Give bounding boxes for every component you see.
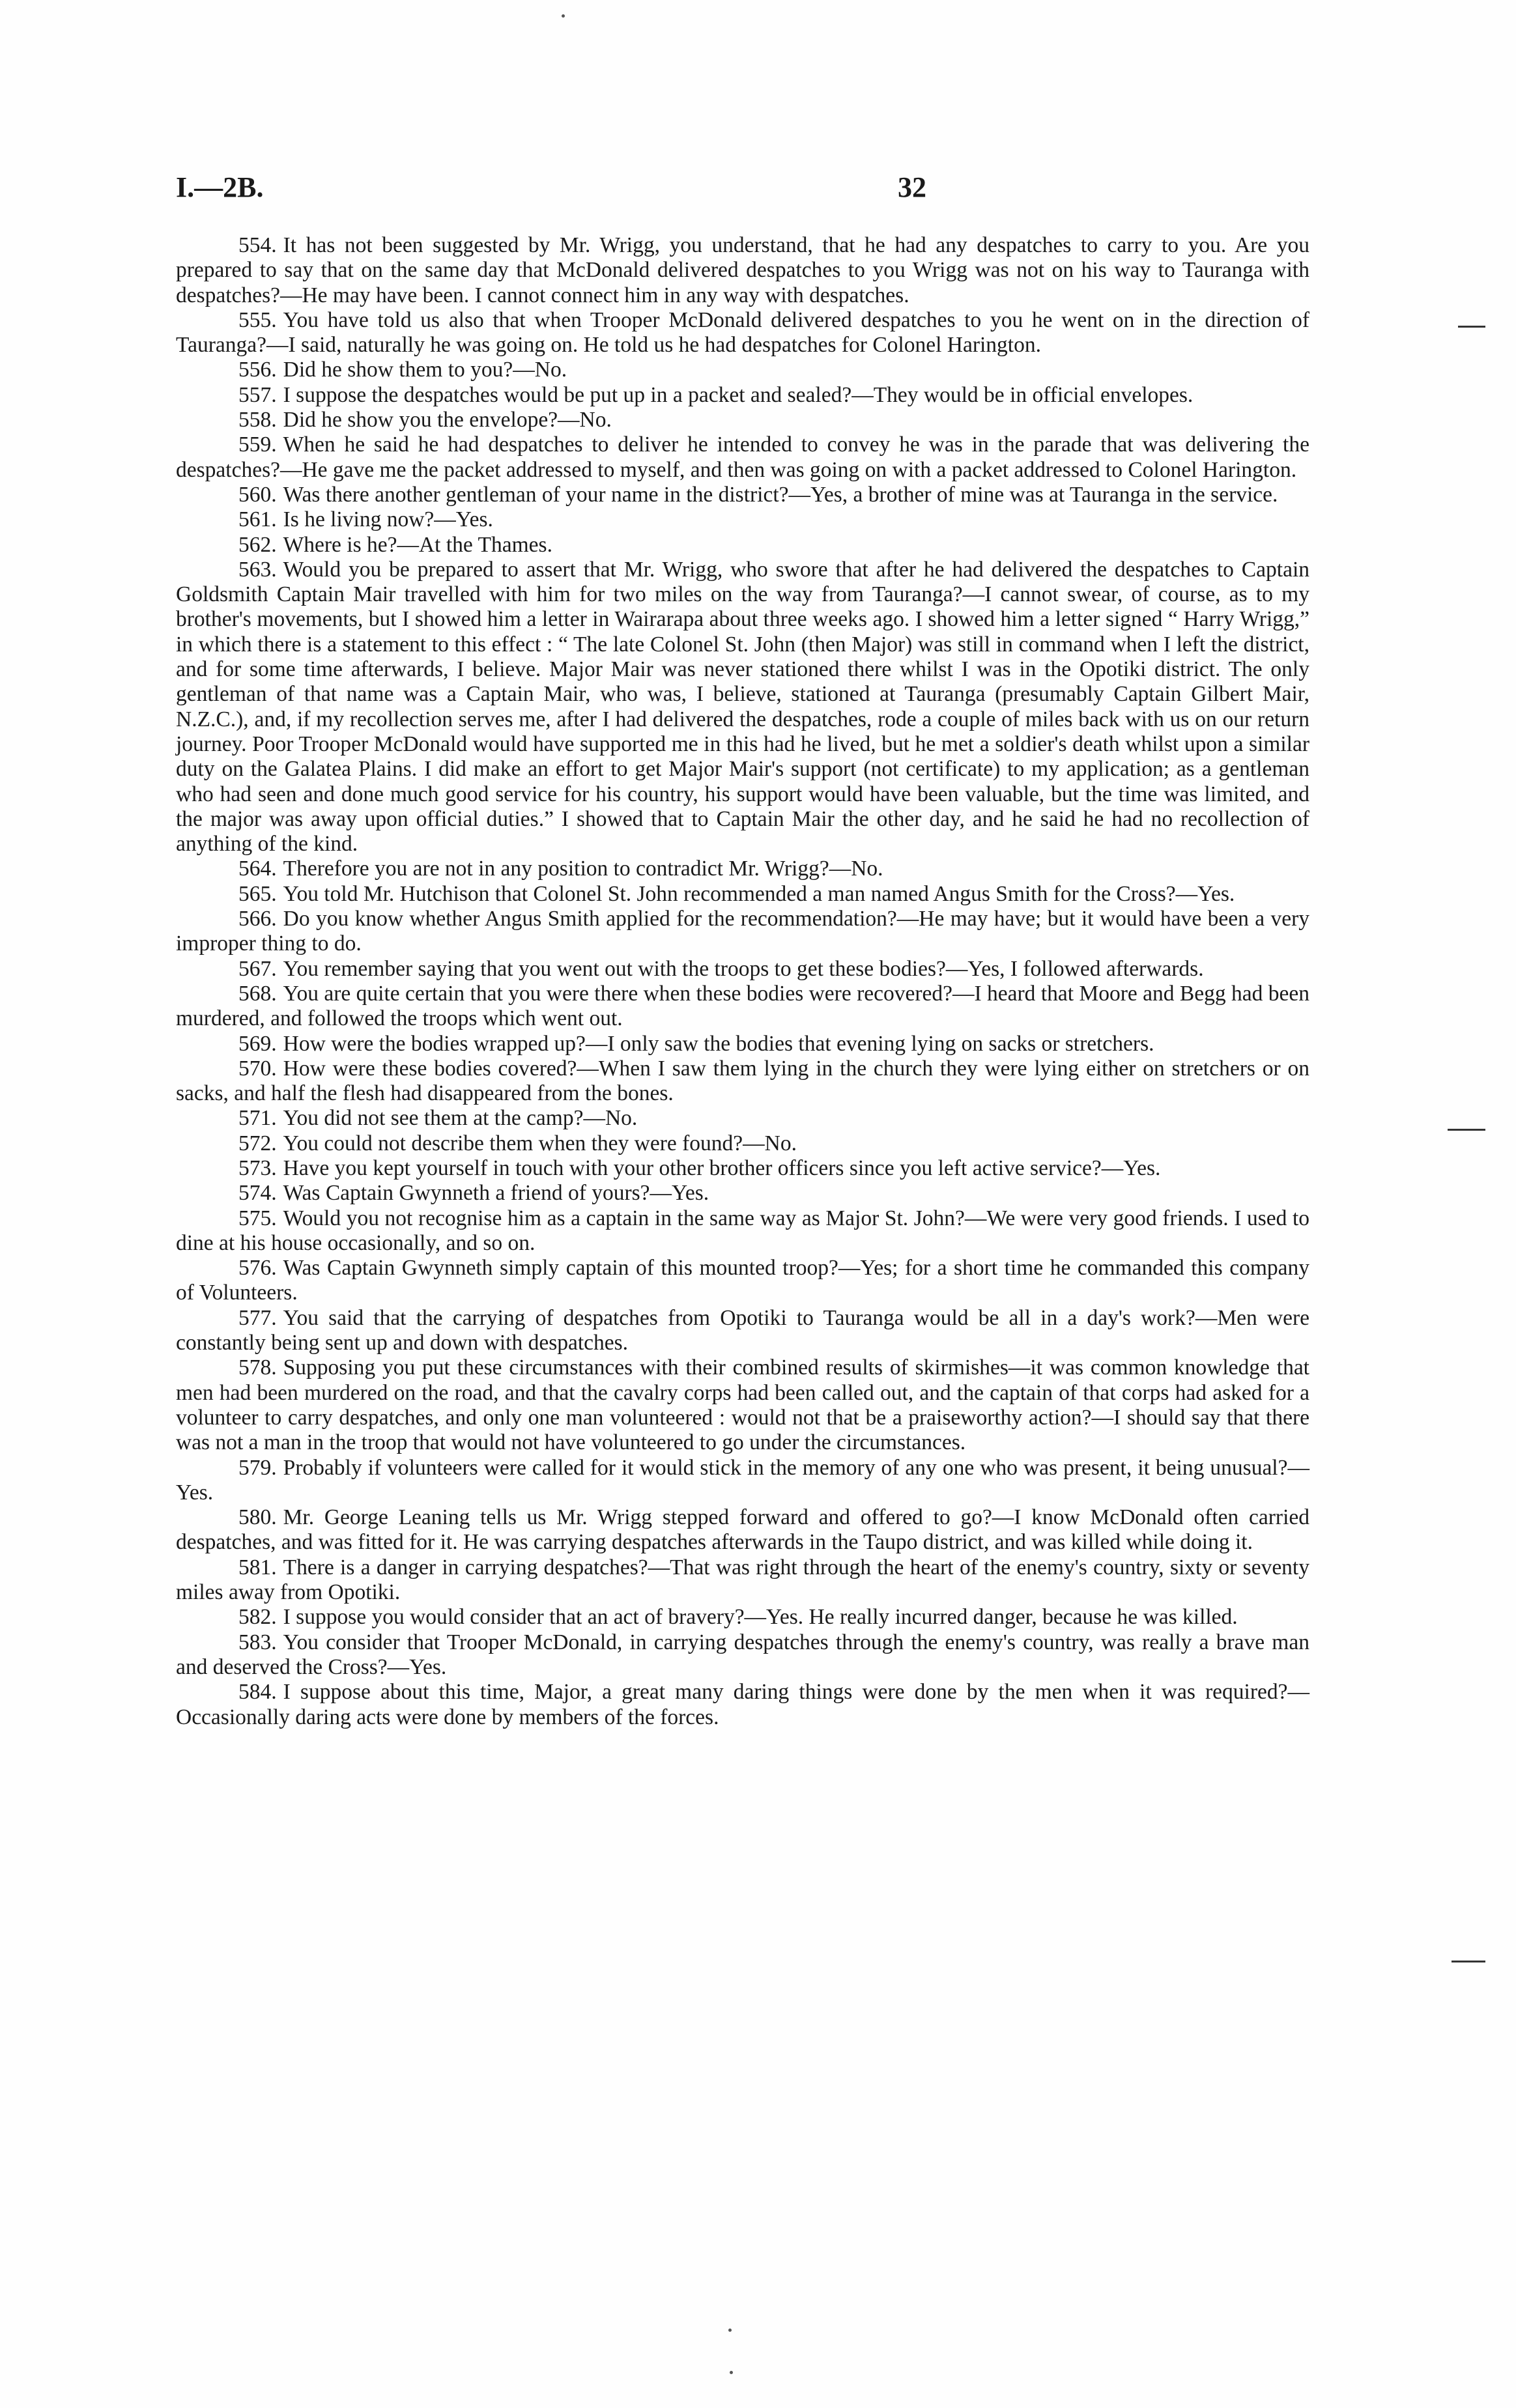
question-text: Supposing you put these circumstances with their combined results of skirmishes—it was common knowledge that men had been murdered on the road, and that the cavalry corps had been called out, and the captain of that corps had asked for a volunteer to carry despatches, and only one man volunteered : would not that be a praiseworthy action?—I should say that there was not a man in the troop that would not have volunteered to go under the circumstances. [176, 1355, 1309, 1455]
question-number: 576. [238, 1256, 277, 1281]
question-text: Have you kept yourself in touch with your other brother officers since you left active service?—Yes. [283, 1155, 1161, 1180]
question-text: Was Captain Gwynneth a friend of yours?—Yes. [283, 1181, 709, 1206]
question-text: It has not been suggested by Mr. Wrigg, you understand, that he had any despatches to carry to you. Are you prepared to say that on the same day that McDonald delivered despatches to you Wrigg was not on his way to Tauranga with despatches?—He may have been. I cannot connect him in any way with despatches. [176, 233, 1309, 307]
question-text: Do you know whether Angus Smith applied for the recommendation?—He may have; but it would have been a very improper thing to do. [176, 907, 1309, 956]
question-number: 577. [238, 1305, 277, 1330]
question-578 [176, 1355, 1309, 1455]
page-header [176, 171, 1414, 210]
question-number: 560. [238, 482, 277, 507]
question-text: You could not describe them when they were found?—No. [283, 1131, 797, 1155]
question-563 [176, 558, 1309, 857]
question-number: 568. [238, 981, 277, 1006]
question-number: 565. [238, 881, 277, 906]
question-text: I suppose about this time, Major, a great many daring things were done by the men when it was required?—Occasionally daring acts were done by members of the forces. [176, 1680, 1309, 1729]
question-text: How were these bodies covered?—When I saw them lying in the church they were lying either on stretchers or on sacks, and half the flesh had disappeared from the bones. [176, 1056, 1309, 1106]
question-number: 562. [238, 532, 277, 557]
question-number: 583. [238, 1630, 277, 1654]
question-556 [176, 358, 1309, 382]
question-number: 572. [238, 1131, 277, 1155]
margin-mark [1452, 1961, 1485, 1962]
page-body [176, 233, 1309, 1730]
question-text: You did not see them at the camp?—No. [283, 1106, 638, 1131]
question-574 [176, 1181, 1309, 1206]
question-555 [176, 308, 1309, 358]
question-text: When he said he had despatches to deliver he intended to convey he was in the parade that was delivering the despatches?—He gave me the packet addressed to myself, and then was going on with a packet addressed to Colonel Harington. [176, 432, 1309, 482]
question-number: 556. [238, 358, 277, 382]
question-570 [176, 1056, 1309, 1107]
question-number: 582. [238, 1605, 277, 1630]
question-text: You have told us also that when Trooper McDonald delivered despatches to you he went on in the direction of Tauranga?—I said, naturally he was going on. He told us he had despatches for Colonel Harington. [176, 307, 1309, 358]
question-text: I suppose the despatches would be put up in a packet and sealed?—They would be in official envelopes. [283, 382, 1194, 407]
question-number: 564. [238, 857, 277, 881]
question-number: 574. [238, 1181, 277, 1206]
document-reference: I.—2B. [176, 171, 264, 203]
question-number: 566. [238, 907, 277, 931]
question-557 [176, 383, 1309, 408]
question-565 [176, 882, 1309, 907]
question-584 [176, 1680, 1309, 1730]
question-number: 571. [238, 1106, 277, 1131]
question-580 [176, 1505, 1309, 1555]
question-575 [176, 1206, 1309, 1256]
question-569 [176, 1032, 1309, 1056]
question-581 [176, 1555, 1309, 1606]
question-number: 580. [238, 1505, 277, 1530]
question-text: I suppose you would consider that an act of bravery?—Yes. He really incurred danger, because he was killed. [283, 1605, 1238, 1630]
question-text: You consider that Trooper McDonald, in carrying despatches through the enemy's country, was really a brave man and deserved the Cross?—Yes. [176, 1630, 1309, 1679]
question-number: 584. [238, 1680, 277, 1705]
question-567 [176, 957, 1309, 982]
question-583 [176, 1630, 1309, 1680]
question-text: Did he show you the envelope?—No. [283, 408, 612, 432]
question-text: Probably if volunteers were called for it would stick in the memory of any one who was present, it being unusual?—Yes. [176, 1455, 1309, 1505]
question-560 [176, 483, 1309, 507]
question-text: Was Captain Gwynneth simply captain of this mounted troop?—Yes; for a short time he commanded this company of Volunteers. [176, 1256, 1309, 1305]
question-number: 573. [238, 1155, 277, 1180]
question-577 [176, 1306, 1309, 1356]
question-number: 569. [238, 1031, 277, 1056]
question-number: 558. [238, 408, 277, 432]
margin-mark [1448, 1129, 1485, 1131]
question-number: 563. [238, 557, 277, 582]
question-579 [176, 1456, 1309, 1506]
question-576 [176, 1256, 1309, 1306]
question-573 [176, 1156, 1309, 1181]
question-number: 557. [238, 382, 277, 407]
question-text: You are quite certain that you were there when these bodies were recovered?—I heard that Moore and Begg had been murdered, and followed the troops which went out. [176, 981, 1309, 1031]
question-text: How were the bodies wrapped up?—I only saw the bodies that evening lying on sacks or stretchers. [283, 1031, 1154, 1056]
question-text: There is a danger in carrying despatches?—That was right through the heart of the enemy's country, sixty or seventy miles away from Opotiki. [176, 1555, 1309, 1605]
question-564 [176, 857, 1309, 881]
question-558 [176, 408, 1309, 432]
question-text: You told Mr. Hutchison that Colonel St. John recommended a man named Angus Smith for the Cross?—Yes. [283, 881, 1235, 906]
question-text: Would you be prepared to assert that Mr. Wrigg, who swore that after he had delivered the despatches to Captain Goldsmith Captain Mair travelled with him for two miles on the way from Tauranga?—I cannot swear, of course, as to my brother's movements, but I showed him a letter in Wairarapa about three weeks ago. I showed him a letter signed “ Harry Wrigg,” in which there is a statement to this effect : “ The late Colonel St. John (then Major) was still in command when I left the district, and for some time afterwards, I believe. Major Mair was never stationed there whilst I was in the Opotiki district. The only gentleman of that name was a Captain Mair, who was, I believe, stationed at Tauranga (presumably Captain Gilbert Mair, N.Z.C.), and, if my recollection serves me, after I had delivered the despatches, rode a couple of miles back with us on our return journey. Poor Trooper McDonald would have supported me in this had he lived, but he met a soldier's death whilst upon a similar duty on the Galatea Plains. I did make an effort to get Major Mair's support (not certificate) to my application; as a gentleman who had seen and done much good service for his country, his support would have been valuable, but the time was limited, and the major was away upon official duties.” I showed that to Captain Mair the other day, and he said he had no recollection of anything of the kind. [176, 557, 1309, 857]
question-text: Is he living now?—Yes. [283, 507, 493, 532]
question-566 [176, 907, 1309, 957]
question-568 [176, 982, 1309, 1032]
question-number: 559. [238, 432, 277, 457]
question-number: 578. [238, 1355, 277, 1380]
question-text: You remember saying that you went out with the troops to get these bodies?—Yes, I followed afterwards. [283, 956, 1204, 981]
question-number: 570. [238, 1056, 277, 1081]
question-text: Mr. George Leaning tells us Mr. Wrigg stepped forward and offered to go?—I know McDonald often carried despatches, and was fitted for it. He was carrying despatches afterwards in the Taupo district, and was killed while doing it. [176, 1505, 1309, 1555]
question-text: You said that the carrying of despatches from Opotiki to Tauranga would be all in a day's work?—Men were constantly being sent up and down with despatches. [176, 1305, 1309, 1355]
question-582 [176, 1605, 1309, 1630]
question-number: 581. [238, 1555, 277, 1579]
question-number: 575. [238, 1206, 277, 1230]
margin-mark [1458, 326, 1485, 328]
question-554 [176, 233, 1309, 308]
question-number: 579. [238, 1455, 277, 1480]
question-text: Therefore you are not in any position to contradict Mr. Wrigg?—No. [283, 857, 883, 881]
question-number: 567. [238, 956, 277, 981]
question-571 [176, 1106, 1309, 1131]
question-559 [176, 432, 1309, 483]
question-number: 554. [238, 233, 277, 257]
question-text: Was there another gentleman of your name in the district?—Yes, a brother of mine was at Tauranga in the service. [283, 482, 1278, 507]
question-text: Would you not recognise him as a captain in the same way as Major St. John?—We were very good friends. I used to dine at his house occasionally, and so on. [176, 1206, 1309, 1255]
question-text: Where is he?—At the Thames. [283, 532, 552, 557]
question-562 [176, 533, 1309, 558]
scan-speck [728, 2329, 732, 2332]
question-561 [176, 507, 1309, 532]
question-text: Did he show them to you?—No. [283, 358, 567, 382]
scan-speck [730, 2371, 733, 2374]
question-572 [176, 1131, 1309, 1156]
scan-speck [562, 14, 565, 18]
page-number: 32 [898, 171, 926, 203]
question-number: 555. [238, 307, 277, 332]
question-number: 561. [238, 507, 277, 532]
